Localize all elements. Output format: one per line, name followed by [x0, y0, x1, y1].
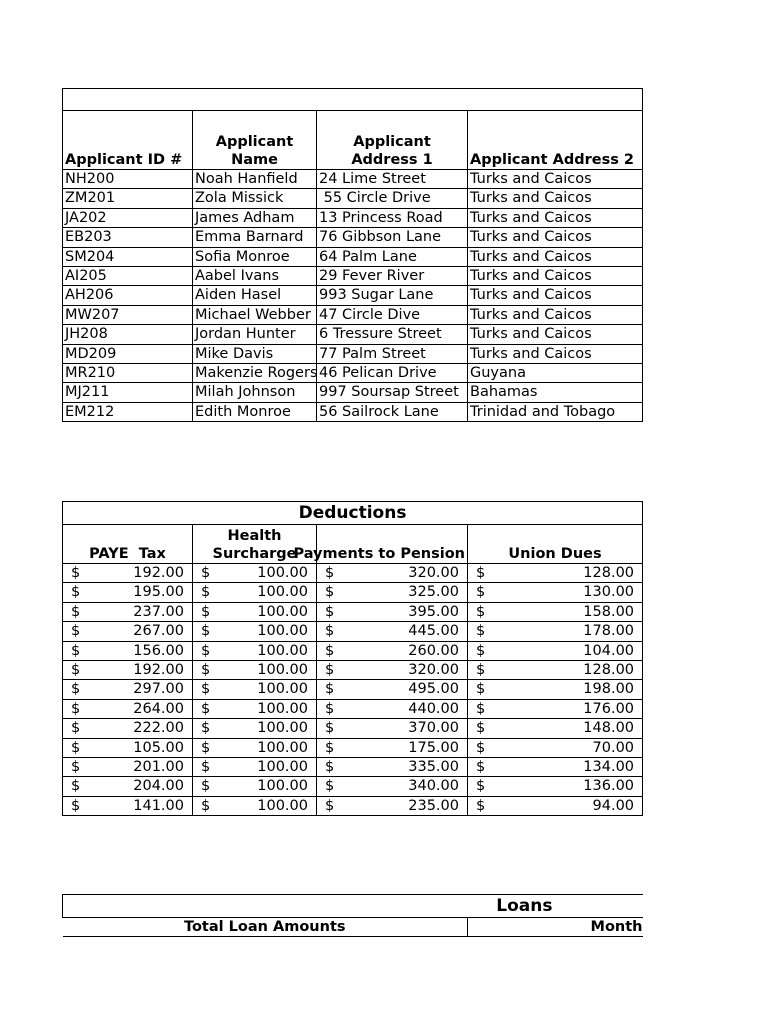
currency-symbol: $ [71, 565, 81, 581]
amount-value: 195.00 [133, 584, 184, 601]
applicant-id-cell[interactable]: SM204 [63, 247, 193, 266]
applicant-row [63, 305, 643, 324]
currency-symbol: $ [71, 603, 81, 620]
applicant-row [63, 267, 643, 286]
amount-value: 100.00 [257, 623, 308, 640]
amount-value: 128.00 [583, 662, 635, 679]
applicant-address-1-cell[interactable]: 29 Fever River [317, 267, 468, 286]
applicant-address-1-cell[interactable]: 47 Circle Dive [317, 305, 468, 324]
deduction-row [63, 738, 643, 757]
paye-tax-cell[interactable] [63, 777, 193, 796]
deduction-row [63, 622, 643, 641]
applicant-address-1-cell[interactable]: 46 Pelican Drive [317, 364, 468, 383]
union-dues-cell[interactable] [468, 719, 643, 738]
applicant-row [63, 286, 643, 305]
deduction-row [63, 564, 643, 583]
applicant-address-2-cell[interactable]: Turks and Caicos [468, 286, 643, 305]
currency-symbol: $ [476, 700, 486, 717]
amount-value: 198.00 [583, 681, 635, 698]
amount-value: 141.00 [133, 797, 184, 814]
applicant-address-2-cell[interactable]: Turks and Caicos [468, 208, 643, 227]
applicants-table [62, 88, 643, 422]
currency-symbol: $ [71, 584, 81, 601]
applicant-id-cell[interactable]: MR210 [63, 364, 193, 383]
currency-symbol: $ [201, 759, 211, 776]
applicant-address-2-cell[interactable]: Turks and Caicos [468, 189, 643, 208]
header-applicant-address-1[interactable]: Applicant Address 1 [317, 111, 468, 170]
amount-value: 100.00 [257, 700, 308, 717]
loans-block [62, 894, 642, 937]
amount-value: 100.00 [257, 565, 308, 581]
currency-symbol: $ [201, 603, 211, 620]
amount-value: 340.00 [408, 778, 459, 795]
paye-tax-cell[interactable] [63, 719, 193, 738]
currency-symbol: $ [476, 681, 486, 698]
applicant-address-1-cell[interactable]: 6 Tressure Street [317, 325, 468, 344]
currency-symbol: $ [476, 720, 486, 737]
currency-symbol: $ [325, 739, 335, 756]
currency-symbol: $ [71, 759, 81, 776]
currency-symbol: $ [201, 797, 211, 814]
union-dues-cell[interactable] [468, 641, 643, 660]
applicant-name-cell[interactable]: Aabel Ivans [193, 267, 317, 286]
amount-value: 320.00 [408, 565, 459, 581]
health-surcharge-cell[interactable] [193, 641, 317, 660]
currency-symbol: $ [71, 720, 81, 737]
applicant-address-1-cell[interactable]: 76 Gibbson Lane [317, 228, 468, 247]
amount-value: 201.00 [133, 759, 184, 776]
paye-tax-cell[interactable] [63, 680, 193, 699]
paye-tax-cell[interactable] [63, 758, 193, 777]
currency-symbol: $ [201, 720, 211, 737]
applicant-row [63, 228, 643, 247]
currency-symbol: $ [325, 642, 335, 659]
amount-value: 100.00 [257, 642, 308, 659]
amount-value: 134.00 [583, 759, 635, 776]
header-health-surcharge[interactable]: Health Surcharge [193, 525, 317, 564]
amount-value: 370.00 [408, 720, 459, 737]
pension-payment-cell[interactable] [317, 622, 468, 641]
currency-symbol: $ [476, 662, 486, 679]
deductions-block [62, 501, 642, 816]
deduction-row [63, 583, 643, 602]
header-month[interactable]: Month [468, 918, 643, 937]
amount-value: 104.00 [583, 642, 635, 659]
applicant-address-2-cell[interactable]: Turks and Caicos [468, 267, 643, 286]
union-dues-cell[interactable] [468, 661, 643, 680]
applicant-name-cell[interactable]: Michael Webber [193, 305, 317, 324]
pension-payment-cell[interactable] [317, 564, 468, 583]
health-surcharge-cell[interactable] [193, 796, 317, 815]
currency-symbol: $ [201, 739, 211, 756]
amount-value: 297.00 [133, 681, 184, 698]
currency-symbol: $ [201, 623, 211, 640]
applicant-address-1-cell[interactable]: 55 Circle Drive [317, 189, 468, 208]
health-surcharge-cell[interactable] [193, 661, 317, 680]
applicant-name-cell[interactable]: Zola Missick [193, 189, 317, 208]
header-paye-tax[interactable] [63, 525, 193, 564]
header-total-loan-amounts[interactable]: Total Loan Amounts [63, 918, 468, 937]
amount-value: 100.00 [257, 739, 308, 756]
amount-value: 178.00 [583, 623, 635, 640]
deduction-row [63, 719, 643, 738]
applicants-body [63, 170, 643, 422]
applicant-name-cell[interactable]: Mike Davis [193, 344, 317, 363]
currency-symbol: $ [71, 642, 81, 659]
applicant-row [63, 344, 643, 363]
amount-value: 192.00 [133, 565, 184, 581]
amount-value: 100.00 [257, 797, 308, 814]
applicants-title-row [63, 89, 643, 111]
applicant-row [63, 170, 643, 189]
deductions-title-row [63, 502, 643, 525]
applicant-name-cell[interactable]: Emma Barnard [193, 228, 317, 247]
header-union-dues[interactable]: Union Dues [468, 525, 643, 564]
currency-symbol: $ [325, 565, 335, 581]
currency-symbol: $ [71, 623, 81, 640]
currency-symbol: $ [325, 759, 335, 776]
applicant-name-cell[interactable]: Makenzie Rogers [193, 364, 317, 383]
loans-title[interactable]: Loans [63, 895, 643, 918]
pension-payment-cell[interactable] [317, 641, 468, 660]
union-dues-cell[interactable] [468, 699, 643, 718]
applicant-address-1-cell[interactable]: 77 Palm Street [317, 344, 468, 363]
applicants-title-cell[interactable] [63, 89, 643, 111]
applicant-address-2-cell[interactable]: Trinidad and Tobago [468, 402, 643, 421]
currency-symbol: $ [325, 797, 335, 814]
amount-value: 445.00 [408, 623, 459, 640]
currency-symbol: $ [325, 662, 335, 679]
deductions-body [63, 564, 643, 816]
union-dues-cell[interactable] [468, 777, 643, 796]
pension-payment-cell[interactable] [317, 719, 468, 738]
paye-tax-cell[interactable] [63, 699, 193, 718]
currency-symbol: $ [201, 584, 211, 601]
currency-symbol: $ [476, 642, 486, 659]
applicants-block [62, 88, 642, 422]
deductions-title[interactable]: Deductions [63, 502, 643, 525]
amount-value: 100.00 [257, 662, 308, 679]
header-applicant-address-2[interactable]: Applicant Address 2 [468, 111, 643, 170]
applicant-address-2-cell[interactable]: Turks and Caicos [468, 325, 643, 344]
amount-value: 237.00 [133, 603, 184, 620]
currency-symbol: $ [325, 720, 335, 737]
currency-symbol: $ [71, 662, 81, 679]
applicant-name-cell[interactable]: Noah Hanfield [193, 170, 317, 189]
amount-value: 100.00 [257, 720, 308, 737]
applicant-id-cell[interactable]: AH206 [63, 286, 193, 305]
amount-value: 105.00 [133, 739, 184, 756]
union-dues-cell[interactable] [468, 602, 643, 621]
header-payments-to-pension[interactable] [293, 525, 468, 564]
applicant-id-cell[interactable]: MD209 [63, 344, 193, 363]
amount-value: 100.00 [257, 584, 308, 601]
applicant-name-cell[interactable]: Edith Monroe [193, 402, 317, 421]
pension-payment-cell[interactable] [317, 796, 468, 815]
pension-payment-cell[interactable] [317, 583, 468, 602]
deduction-row [63, 758, 643, 777]
applicant-address-2-cell[interactable]: Bahamas [468, 383, 643, 402]
loans-title-row [63, 895, 643, 918]
applicant-id-cell[interactable]: NH200 [63, 170, 193, 189]
currency-symbol: $ [325, 700, 335, 717]
header-payments-to-pension-label: Payments to Pension [293, 545, 465, 562]
applicant-row [63, 189, 643, 208]
amount-value: 335.00 [408, 759, 459, 776]
health-surcharge-cell[interactable] [193, 738, 317, 757]
currency-symbol: $ [71, 681, 81, 698]
amount-value: 325.00 [408, 584, 459, 601]
pension-payment-cell[interactable] [317, 777, 468, 796]
applicant-address-2-cell[interactable]: Turks and Caicos [468, 170, 643, 189]
deductions-header-row [63, 525, 643, 564]
paye-tax-cell[interactable] [63, 583, 193, 602]
applicant-address-2-cell[interactable]: Guyana [468, 364, 643, 383]
applicant-address-2-cell[interactable]: Turks and Caicos [468, 247, 643, 266]
health-surcharge-cell[interactable] [193, 719, 317, 738]
amount-value: 156.00 [133, 642, 184, 659]
amount-value: 100.00 [257, 603, 308, 620]
amount-value: 100.00 [257, 778, 308, 795]
applicant-row [63, 364, 643, 383]
pension-payment-cell[interactable] [317, 602, 468, 621]
applicant-row [63, 383, 643, 402]
currency-symbol: $ [325, 584, 335, 601]
loans-table [62, 894, 643, 937]
applicant-name-cell[interactable]: Milah Johnson [193, 383, 317, 402]
applicant-row [63, 325, 643, 344]
applicant-row [63, 247, 643, 266]
amount-value: 175.00 [408, 739, 459, 756]
deduction-row [63, 641, 643, 660]
currency-symbol: $ [71, 739, 81, 756]
applicant-address-1-cell[interactable]: 13 Princess Road [317, 208, 468, 227]
union-dues-cell[interactable] [468, 564, 643, 583]
currency-symbol: $ [201, 565, 211, 581]
currency-symbol: $ [201, 778, 211, 795]
amount-value: 128.00 [583, 565, 635, 581]
currency-symbol: $ [476, 584, 486, 601]
paye-tax-cell[interactable] [63, 564, 193, 583]
currency-symbol: $ [476, 739, 486, 756]
union-dues-cell[interactable] [468, 758, 643, 777]
applicant-address-2-cell[interactable]: Turks and Caicos [468, 305, 643, 324]
currency-symbol: $ [71, 797, 81, 814]
currency-symbol: $ [476, 759, 486, 776]
loans-header-row [63, 918, 643, 937]
currency-symbol: $ [201, 681, 211, 698]
applicant-id-cell[interactable]: MW207 [63, 305, 193, 324]
union-dues-cell[interactable] [468, 796, 643, 815]
amount-value: 192.00 [133, 662, 184, 679]
applicant-name-cell[interactable]: James Adham [193, 208, 317, 227]
health-surcharge-cell[interactable] [193, 777, 317, 796]
amount-value: 94.00 [592, 797, 635, 814]
union-dues-cell[interactable] [468, 738, 643, 757]
currency-symbol: $ [325, 603, 335, 620]
health-surcharge-cell[interactable] [193, 583, 317, 602]
applicant-row [63, 402, 643, 421]
deductions-table [62, 501, 643, 816]
pension-payment-cell[interactable] [317, 758, 468, 777]
health-surcharge-cell[interactable] [193, 680, 317, 699]
paye-tax-cell[interactable] [63, 661, 193, 680]
applicant-row [63, 208, 643, 227]
applicant-name-cell[interactable]: Jordan Hunter [193, 325, 317, 344]
applicant-address-1-cell[interactable]: 64 Palm Lane [317, 247, 468, 266]
amount-value: 100.00 [257, 759, 308, 776]
deduction-row [63, 602, 643, 621]
amount-value: 235.00 [408, 797, 459, 814]
currency-symbol: $ [71, 700, 81, 717]
amount-value: 495.00 [408, 681, 459, 698]
applicant-id-cell[interactable]: JH208 [63, 325, 193, 344]
currency-symbol: $ [325, 681, 335, 698]
health-surcharge-cell[interactable] [193, 564, 317, 583]
applicant-address-1-cell[interactable]: 56 Sailrock Lane [317, 402, 468, 421]
applicant-name-cell[interactable]: Sofia Monroe [193, 247, 317, 266]
pension-payment-cell[interactable] [317, 661, 468, 680]
applicant-id-cell[interactable]: MJ211 [63, 383, 193, 402]
header-applicant-id[interactable]: Applicant ID # [63, 111, 193, 170]
pension-payment-cell[interactable] [317, 699, 468, 718]
applicant-id-cell[interactable]: EB203 [63, 228, 193, 247]
health-surcharge-cell[interactable] [193, 699, 317, 718]
applicant-id-cell[interactable]: ZM201 [63, 189, 193, 208]
currency-symbol: $ [325, 623, 335, 640]
applicant-address-2-cell[interactable]: Turks and Caicos [468, 228, 643, 247]
amount-value: 264.00 [133, 700, 184, 717]
currency-symbol: $ [325, 778, 335, 795]
amount-value: 100.00 [257, 681, 308, 698]
currency-symbol: $ [201, 642, 211, 659]
applicants-header-row [63, 111, 643, 170]
header-paye-tax-label: PAYE Tax [89, 545, 166, 562]
health-surcharge-cell[interactable] [193, 622, 317, 641]
deduction-row [63, 699, 643, 718]
applicant-address-1-cell[interactable]: 993 Sugar Lane [317, 286, 468, 305]
amount-value: 320.00 [408, 662, 459, 679]
union-dues-cell[interactable] [468, 583, 643, 602]
paye-tax-cell[interactable] [63, 738, 193, 757]
deduction-row [63, 777, 643, 796]
health-surcharge-cell[interactable] [193, 602, 317, 621]
applicant-name-cell[interactable]: Aiden Hasel [193, 286, 317, 305]
paye-tax-cell[interactable] [63, 622, 193, 641]
amount-value: 395.00 [408, 603, 459, 620]
currency-symbol: $ [476, 565, 486, 581]
applicant-id-cell[interactable]: EM212 [63, 402, 193, 421]
applicant-id-cell[interactable]: JA202 [63, 208, 193, 227]
applicant-address-1-cell[interactable]: 24 Lime Street [317, 170, 468, 189]
amount-value: 222.00 [133, 720, 184, 737]
amount-value: 260.00 [408, 642, 459, 659]
paye-tax-cell[interactable] [63, 641, 193, 660]
currency-symbol: $ [71, 778, 81, 795]
amount-value: 267.00 [133, 623, 184, 640]
amount-value: 148.00 [583, 720, 635, 737]
currency-symbol: $ [201, 700, 211, 717]
currency-symbol: $ [201, 662, 211, 679]
currency-symbol: $ [476, 778, 486, 795]
amount-value: 204.00 [133, 778, 184, 795]
amount-value: 136.00 [583, 778, 635, 795]
health-surcharge-cell[interactable] [193, 758, 317, 777]
union-dues-cell[interactable] [468, 622, 643, 641]
pension-payment-cell[interactable] [317, 680, 468, 699]
paye-tax-cell[interactable] [63, 602, 193, 621]
header-applicant-name[interactable]: Applicant Name [193, 111, 317, 170]
paye-tax-cell[interactable] [63, 796, 193, 815]
amount-value: 440.00 [408, 700, 459, 717]
pension-payment-cell[interactable] [317, 738, 468, 757]
deduction-row [63, 680, 643, 699]
currency-symbol: $ [476, 797, 486, 814]
amount-value: 70.00 [592, 739, 635, 756]
deduction-row [63, 796, 643, 815]
amount-value: 130.00 [583, 584, 635, 601]
amount-value: 176.00 [583, 700, 635, 717]
currency-symbol: $ [476, 603, 486, 620]
union-dues-cell[interactable] [468, 680, 643, 699]
applicant-id-cell[interactable]: AI205 [63, 267, 193, 286]
amount-value: 158.00 [583, 603, 635, 620]
applicant-address-1-cell[interactable]: 997 Soursap Street [317, 383, 468, 402]
applicant-address-2-cell[interactable]: Turks and Caicos [468, 344, 643, 363]
currency-symbol: $ [476, 623, 486, 640]
deduction-row [63, 661, 643, 680]
